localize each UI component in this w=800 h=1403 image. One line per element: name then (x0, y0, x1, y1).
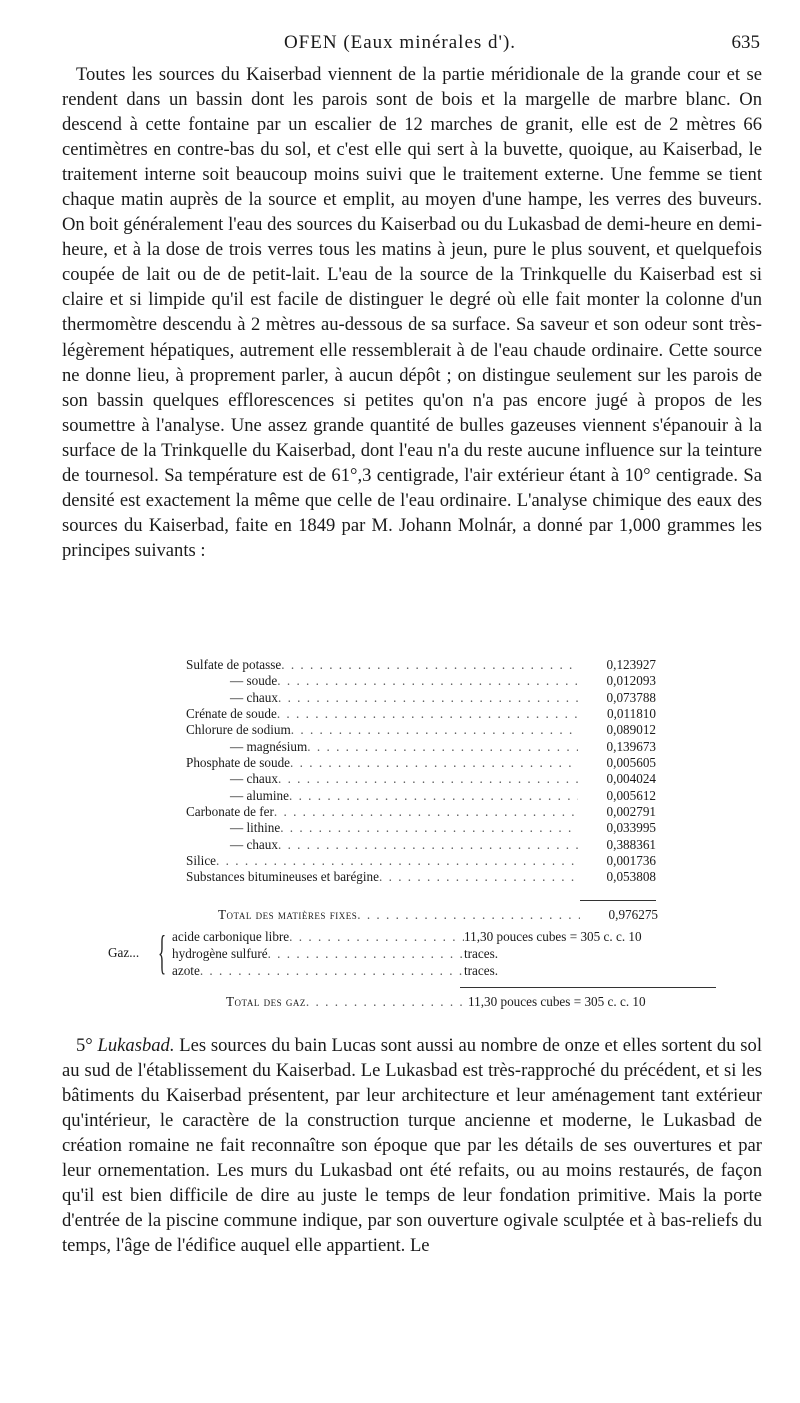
analysis-row-name: — soude (230, 673, 278, 689)
analysis-row-name: — chaux (230, 771, 278, 787)
dot-leader (277, 706, 578, 722)
analysis-row-value: 0,011810 (607, 706, 656, 722)
paragraph-lukasbad (62, 1033, 762, 1258)
analysis-row (186, 739, 656, 755)
analysis-row-name: Crénate de soude (186, 706, 277, 722)
page-number: 635 (731, 32, 760, 53)
paragraph-kaiserbad: Toutes les sources du Kaiserbad viennent de la partie méridionale de la grande cour et se rendent dans un bassin dont les parois sont de bois et la margelle de marbre blanc. On descend à cette fontaine par un escalier de 12 marches de granit, elle est de 2 mètres 66 centimètres en contre-bas du sol, et c'est elle qui sert à la buvette, quoique, au Kaiserbad, le traitement interne soit beaucoup moins suivi que le traitement externe. Une femme se tient chaque matin auprès de la source et emplit, au moyen d'une hampe, les verres des buveurs. On boit généralement l'eau des sources du Kaiserbad ou du Lukasbad de demi-heure en demi-heure, et à la dose de trois verres tous les matins à jeun, pure le plus souvent, et quelquefois coupée de lait ou de de petit-lait. L'eau de la source de la Trinkquelle du Kaiserbad est si claire et si limpide qu'il est facile de distinguer le degré où elle fait monter la colonne d'un thermomètre descendu à 2 mètres au-dessous de sa surface. Sa saveur et son odeur sont très-légèrement hépatiques, autrement elle ressemblerait à de l'eau chaude ordinaire. Cette source ne donne lieu, à proprement parler, à aucun dépôt ; on distingue seulement sur les parois de son bassin quelques efflorescences si petites qu'on n'a pas encore jugé à propos de les soumettre à l'analyse. Une assez grande quantité de bulles gazeuses viennent s'épanouir à la surface de la Trinkquelle du Kaiserbad, dont l'eau n'a du reste aucune influence sur la teinture de tournesol. Sa température est de 61°,3 centigrade, l'air extérieur étant à 10° centigrade. Sa densité est exactement la même que celle de l'eau ordinaire. L'analyse chimique des eaux des sources du Kaiserbad, faite en 1849 par M. Johann Molnár, a donné par 1,000 grammes les principes suivants : (62, 64, 762, 561)
analysis-row-value: 0,005605 (606, 755, 656, 771)
analysis-row (186, 853, 656, 869)
analysis-row (186, 837, 656, 853)
analysis-row-value: 0,001736 (606, 853, 656, 869)
dot-leader (277, 673, 578, 689)
running-head (0, 30, 800, 60)
gas-row (172, 929, 712, 945)
dot-leader (280, 820, 578, 836)
total-fixed-label: Total des matières fixes (218, 907, 358, 922)
gas-row (172, 963, 712, 979)
gas-label: Gaz... (108, 945, 140, 960)
analysis-row-value: 0,012093 (606, 673, 656, 689)
analysis-row-name: Carbonate de fer (186, 804, 274, 820)
analysis-row-value: 0,002791 (606, 804, 656, 820)
gas-value: 11,30 pouces cubes = 305 c. c. 10 (464, 929, 642, 944)
analysis-row (186, 869, 656, 885)
analysis-row-name: — chaux (230, 836, 278, 852)
analysis-row-name: Chlorure de sodium (186, 722, 291, 738)
total-gas-label: Total des gaz (226, 994, 306, 1009)
analysis-row-value: 0,033995 (606, 820, 656, 836)
analysis-row (186, 722, 656, 738)
dot-leader (379, 869, 578, 885)
gas-name: acide carbonique libre (172, 929, 290, 944)
dot-leader (307, 739, 578, 755)
table-rule-2 (460, 987, 716, 988)
dot-leader (268, 946, 464, 962)
analysis-row (186, 820, 656, 836)
dot-leader (289, 929, 464, 945)
gas-value: traces. (464, 946, 499, 961)
analysis-row-value: 0,123927 (606, 657, 656, 672)
gas-name: hydrogène sulfuré (172, 946, 268, 961)
analysis-row-name: Phosphate de soude (186, 755, 291, 771)
analysis-row (186, 706, 656, 722)
analysis-row-name: — chaux (230, 689, 278, 705)
analysis-row-value: 0,004024 (606, 771, 656, 787)
analysis-row-name: — alumine (230, 787, 289, 803)
analysis-row-name: — lithine (230, 820, 281, 836)
gas-row (172, 946, 712, 962)
table-rule-1 (580, 900, 656, 901)
dot-leader (274, 804, 578, 820)
gas-name: azote (172, 963, 200, 978)
analysis-row-value: 0,005612 (606, 787, 656, 803)
dot-leader (216, 853, 578, 869)
dot-leader (306, 994, 468, 1010)
analysis-row-name: Sulfate de potasse (186, 657, 282, 672)
analysis-row (186, 690, 656, 706)
analysis-row-name: — magnésium (230, 738, 308, 754)
total-fixed-value: 0,976275 (608, 907, 658, 922)
section-title: Lukasbad. (97, 1035, 175, 1056)
brace-icon: { (158, 926, 167, 979)
section-text: Les sources du bain Lucas sont aussi au nombre de onze et elles sortent du sol au sud de l'établissement du Kaiserbad. Le Lukasbad est très-rapproché du précédent, et si les bâtiments du Kaiserbad présentent, par leur architecture et leur aménagement tant extérieur qu'intérieur, le caractère de la construction turque ancienne et moderne, le Lukasbad de création romaine ne fait reconnaître son époque que par les détails de ses ouvertures et par leur ornementation. Les murs du Lukasbad ont été refaits, ou au moins restaurés, de façon qu'il est bien difficile de dire au juste le temps de leur fondation primitive. Mais la porte d'entrée de la piscine commune indique, par son ouverture ogivale sculptée et à bas-reliefs du temps, l'âge de l'édifice auquel elle appartient. Le (62, 1035, 762, 1257)
analysis-table (186, 657, 656, 886)
analysis-row-name: Substances bitumineuses et barégine (186, 869, 380, 885)
dot-leader (291, 722, 578, 738)
analysis-row-value: 0,073788 (606, 689, 656, 705)
analysis-row-name: Silice (186, 853, 217, 869)
dot-leader (281, 657, 578, 673)
analysis-row-value: 0,089012 (606, 722, 656, 738)
page-title-text: OFEN (Eaux minérales d'). (283, 32, 517, 53)
analysis-row-value: 0,053808 (606, 869, 656, 885)
analysis-row (186, 804, 656, 820)
dot-leader (278, 690, 578, 706)
dot-leader (290, 755, 578, 771)
analysis-row-value: 0,139673 (606, 738, 656, 754)
analysis-row (186, 657, 656, 673)
analysis-row (186, 788, 656, 804)
dot-leader (278, 771, 578, 787)
section-number: 5° (76, 1035, 93, 1056)
analysis-row (186, 771, 656, 787)
analysis-row (186, 673, 656, 689)
analysis-row (186, 755, 656, 771)
gas-value: traces. (464, 963, 499, 978)
dot-leader (278, 837, 578, 853)
total-gas-row (226, 994, 716, 1010)
analysis-row-value: 0,388361 (606, 836, 656, 852)
dot-leader (289, 788, 578, 804)
total-fixed-row (218, 907, 658, 923)
dot-leader (200, 963, 464, 979)
page-title (0, 32, 800, 54)
dot-leader (357, 907, 580, 923)
total-gas-value: 11,30 pouces cubes = 305 c. c. 10 (468, 994, 646, 1009)
